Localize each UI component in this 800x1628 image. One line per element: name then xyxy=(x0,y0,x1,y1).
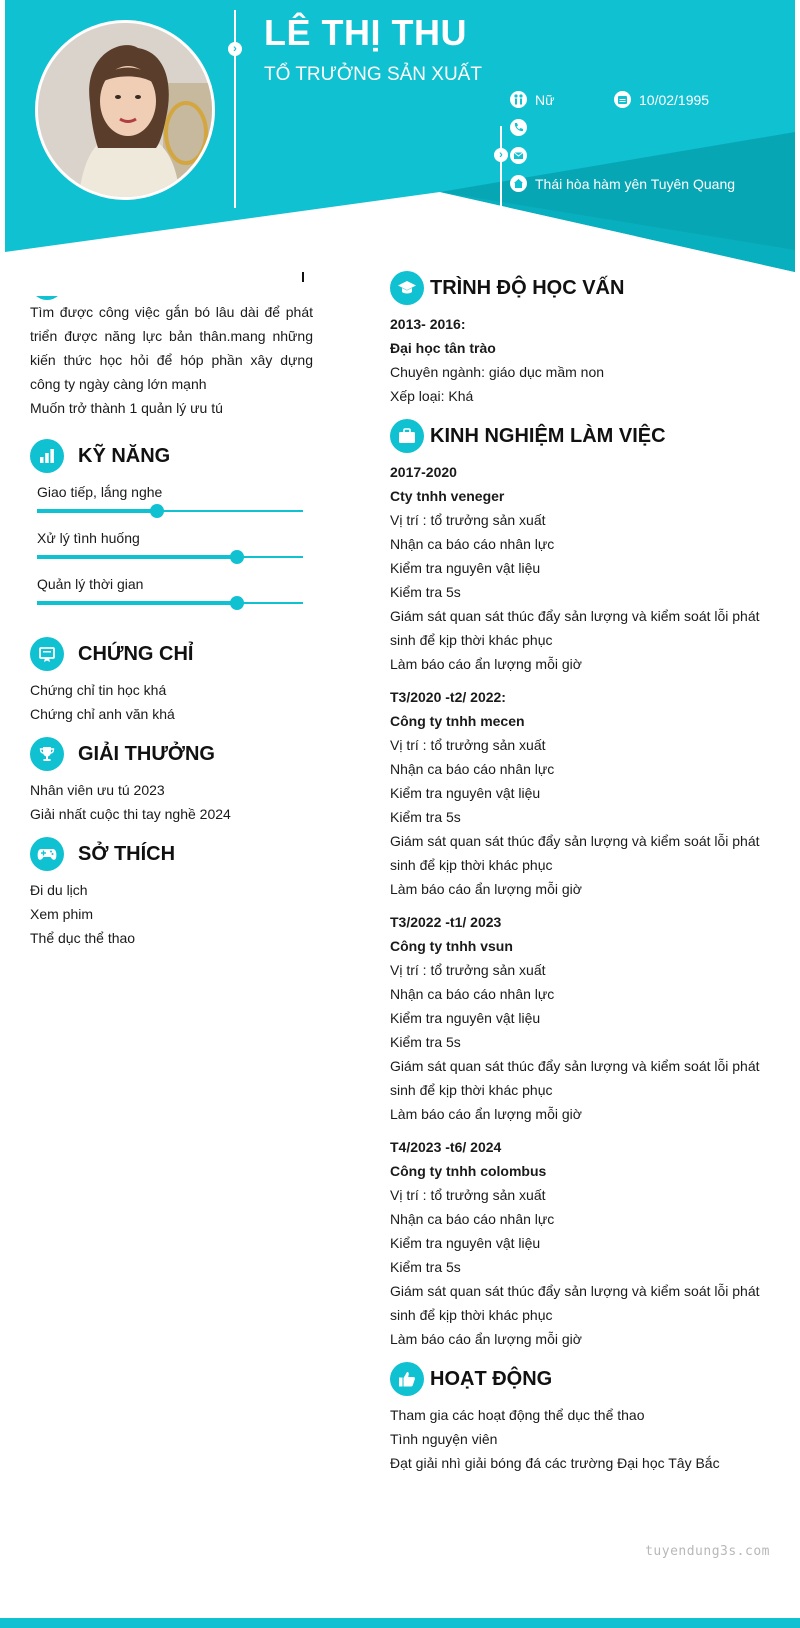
job-company: Công ty tnhh colombus xyxy=(390,1163,547,1179)
skill-item xyxy=(37,480,313,518)
job-duty: Kiểm tra 5s xyxy=(390,584,461,600)
job-duty: Nhận ca báo cáo nhân lực xyxy=(390,1211,555,1227)
chevron-right-icon: › xyxy=(494,148,508,162)
chevron-right-icon: › xyxy=(228,42,242,56)
skill-level-bar xyxy=(37,596,303,610)
awards-heading xyxy=(30,736,313,772)
avatar-photo xyxy=(35,20,215,200)
job-duty: Kiểm tra 5s xyxy=(390,809,461,825)
thumbs-up-icon xyxy=(390,1362,424,1396)
phone-icon xyxy=(510,119,527,136)
job-duty: Nhận ca báo cáo nhân lực xyxy=(390,986,555,1002)
job-duty: Nhận ca báo cáo nhân lực xyxy=(390,761,555,777)
hobby-item: Thể dục thể thao xyxy=(30,930,136,946)
gender-info xyxy=(510,91,554,108)
skills-heading xyxy=(30,438,313,474)
education-school: Đại học tân trào xyxy=(390,340,496,356)
certificates-heading xyxy=(30,636,313,672)
job-duty: Giám sát quan sát thúc đẩy sản lượng và kiểm soát lỗi phát xyxy=(390,1283,760,1299)
trophy-icon xyxy=(30,737,64,771)
job-duty: sinh để kịp thời khác phục xyxy=(390,632,553,648)
hobbies-heading xyxy=(30,836,313,872)
phone-info xyxy=(510,119,535,136)
skill-level-knob xyxy=(150,504,164,518)
job-duty: sinh để kịp thời khác phục xyxy=(390,857,553,873)
award-item: Nhân viên ưu tú 2023 xyxy=(30,782,165,798)
education-grade: Xếp loại: Khá xyxy=(390,388,474,404)
skills-list xyxy=(30,480,313,610)
job-entry xyxy=(390,1135,770,1351)
skill-level-knob xyxy=(230,550,244,564)
objective-heading xyxy=(30,270,313,306)
skill-level-bar xyxy=(37,550,303,564)
job-duty: Giám sát quan sát thúc đẩy sản lượng và kiểm soát lỗi phát xyxy=(390,833,760,849)
education-major: Chuyên ngành: giáo dục mầm non xyxy=(390,364,605,380)
cv-header xyxy=(0,0,800,290)
job-duty: Làm báo cáo ẩn lượng mỗi giờ xyxy=(390,881,582,897)
birthdate-info xyxy=(614,91,709,108)
calendar-icon xyxy=(614,91,631,108)
job-duty: sinh để kịp thời khác phục xyxy=(390,1307,553,1323)
certificates-title: CHỨNG CHỈ xyxy=(78,642,194,665)
job-entry xyxy=(390,460,770,676)
job-duty: Kiểm tra 5s xyxy=(390,1034,461,1050)
education-period: 2013- 2016: xyxy=(390,316,466,332)
gender-value: Nữ xyxy=(535,91,555,108)
header-divider-line xyxy=(234,10,236,208)
job-duty: Kiểm tra nguyên vật liệu xyxy=(390,1010,541,1026)
skill-label: Xử lý tình huống xyxy=(37,530,140,546)
candidate-name: LÊ THỊ THU xyxy=(264,12,467,53)
job-duty: Nhận ca báo cáo nhân lực xyxy=(390,536,555,552)
certificate-item: Chứng chỉ anh văn khá xyxy=(30,706,175,722)
gamepad-icon xyxy=(30,837,64,871)
contact-divider-line xyxy=(500,126,502,210)
job-period: T3/2020 -t2/ 2022: xyxy=(390,689,506,705)
watermark: tuyendung3s.com xyxy=(645,1544,770,1559)
email-info xyxy=(510,147,535,164)
address-value: Thái hòa hàm yên Tuyên Quang xyxy=(535,175,736,192)
email-icon xyxy=(510,147,527,164)
job-period: 2017-2020 xyxy=(390,464,457,480)
right-column xyxy=(390,270,770,1475)
job-duty: Giám sát quan sát thúc đẩy sản lượng và kiểm soát lỗi phát xyxy=(390,1058,760,1074)
job-duty: Làm báo cáo ẩn lượng mỗi giờ xyxy=(390,1106,582,1122)
job-duty: Kiểm tra nguyên vật liệu xyxy=(390,785,541,801)
birthdate-value: 10/02/1995 xyxy=(639,91,710,108)
left-column xyxy=(30,270,313,950)
education-heading xyxy=(390,270,770,306)
skill-label: Quản lý thời gian xyxy=(37,576,144,592)
job-duty: Vị trí : tổ trưởng sản xuất xyxy=(390,737,546,753)
skill-level-knob xyxy=(230,596,244,610)
job-duty: Vị trí : tổ trưởng sản xuất xyxy=(390,1187,546,1203)
home-icon xyxy=(510,175,527,192)
job-duty: Vị trí : tổ trưởng sản xuất xyxy=(390,512,546,528)
activities-heading xyxy=(390,1361,770,1397)
skill-level-bar xyxy=(37,504,303,518)
job-duty: Vị trí : tổ trưởng sản xuất xyxy=(390,962,546,978)
job-duty: Kiểm tra nguyên vật liệu xyxy=(390,560,541,576)
skill-item xyxy=(37,572,313,610)
job-duty: Kiểm tra nguyên vật liệu xyxy=(390,1235,541,1251)
hobbies-title: SỞ THÍCH xyxy=(78,842,176,865)
job-duty: sinh để kịp thời khác phục xyxy=(390,1082,553,1098)
candidate-job-title: TỔ TRƯỞNG SẢN XUẤT xyxy=(264,64,482,85)
job-company: Công ty tnhh mecen xyxy=(390,713,525,729)
skill-item xyxy=(37,526,313,564)
job-duty: Làm báo cáo ẩn lượng mỗi giờ xyxy=(390,1331,582,1347)
gender-icon xyxy=(510,91,527,108)
bar-chart-icon xyxy=(30,439,64,473)
objective-text: Tìm được công việc gắn bó lâu dài để phát triển được năng lực bản thân.mang những kiến thức học hỏi để hóp phần xây dựng công ty ngày càng lớn mạnh xyxy=(30,304,313,392)
skill-label: Giao tiếp, lắng nghe xyxy=(37,484,163,500)
job-entry xyxy=(390,910,770,1126)
experience-list xyxy=(390,460,770,1351)
hobby-item: Đi du lịch xyxy=(30,882,88,898)
briefcase-icon xyxy=(390,419,424,453)
job-duty: Kiểm tra 5s xyxy=(390,1259,461,1275)
experience-heading xyxy=(390,418,770,454)
graduation-cap-icon xyxy=(390,271,424,305)
certificate-item: Chứng chỉ tin học khá xyxy=(30,682,167,698)
job-duty: Làm báo cáo ẩn lượng mỗi giờ xyxy=(390,656,582,672)
activity-item: Tham gia các hoạt động thể dục thể thao xyxy=(390,1407,645,1423)
job-company: Cty tnhh veneger xyxy=(390,488,505,504)
address-info xyxy=(510,175,735,192)
education-title: TRÌNH ĐỘ HỌC VẤN xyxy=(430,276,625,299)
job-entry xyxy=(390,685,770,901)
footer-bar xyxy=(0,1618,800,1628)
award-item: Giải nhất cuộc thi tay nghề 2024 xyxy=(30,806,231,822)
job-period: T4/2023 -t6/ 2024 xyxy=(390,1139,502,1155)
activity-item: Đạt giải nhì giải bóng đá các trường Đại học Tây Bắc xyxy=(390,1455,720,1471)
certificate-icon xyxy=(30,637,64,671)
awards-title: GIẢI THƯỞNG xyxy=(78,742,215,765)
hobby-item: Xem phim xyxy=(30,906,94,922)
activity-item: Tình nguyện viên xyxy=(390,1431,498,1447)
job-company: Công ty tnhh vsun xyxy=(390,938,513,954)
objective-text-2: Muốn trở thành 1 quản lý ưu tú xyxy=(30,400,223,416)
skills-title: KỸ NĂNG xyxy=(78,444,171,467)
activities-title: HOẠT ĐỘNG xyxy=(430,1367,553,1390)
job-duty: Giám sát quan sát thúc đẩy sản lượng và kiểm soát lỗi phát xyxy=(390,608,760,624)
job-period: T3/2022 -t1/ 2023 xyxy=(390,914,502,930)
experience-title: KINH NGHIỆM LÀM VIỆC xyxy=(430,424,666,447)
